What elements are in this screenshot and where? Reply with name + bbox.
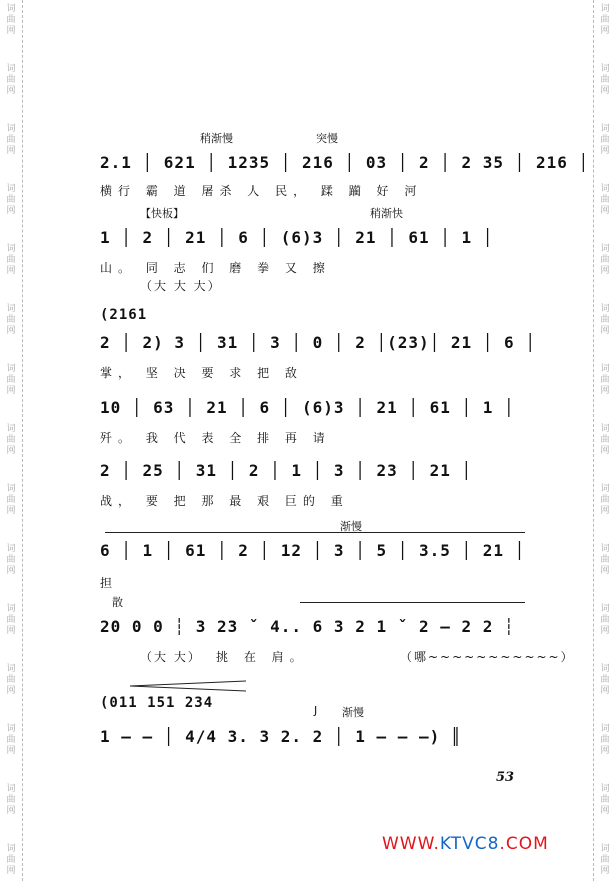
score-line-9: [100, 690, 530, 770]
notation-line: 2.1 │ 621 │ 1235 │ 216 │ 03 │ 2 │ 2 35 │ 216 │: [100, 153, 590, 172]
lyrics-line: 掌， 坚 决 要 求 把 敌: [100, 366, 303, 380]
watermark-text: 词 曲 网: [6, 4, 16, 36]
notation-line: 10 │ 63 │ 21 │ 6 │ (6)3 │ 21 │ 61 │ 1 │: [100, 398, 515, 417]
lyrics-line: 横行 霸 道 屠杀 人 民， 蹂 躏 好 河: [100, 184, 423, 198]
watermark-text: 词 曲 网: [600, 184, 610, 216]
watermark-text: 词 曲 网: [600, 784, 610, 816]
watermark-text: 词 曲 网: [600, 544, 610, 576]
watermark-text: 词 曲 网: [600, 844, 610, 876]
tempo-mark: 稍渐快: [370, 207, 403, 220]
watermark-text: 词 曲 网: [6, 364, 16, 396]
notation-line: 20 0 0 ┆ 3 23 ˇ 4.. 6 3 2 1 ˇ 2 — 2 2 ┆: [100, 617, 515, 636]
watermark-text: 词 曲 网: [600, 244, 610, 276]
lyrics-line: 战， 要 把 那 最 艰 巨的 重: [100, 494, 349, 508]
lyrics-subline: （哪~~~~~~~~~~~）: [400, 650, 575, 664]
watermark-text: 词 曲 网: [600, 664, 610, 696]
watermark-text: 词 曲 网: [6, 724, 16, 756]
notation-line: 1 │ 2 │ 21 │ 6 │ (6)3 │ 21 │ 61 │ 1 │: [100, 228, 494, 247]
site-url-middle: KTVC8: [439, 834, 500, 854]
watermark-text: 词 曲 网: [600, 424, 610, 456]
lyrics-subline: （大 大 大）: [140, 279, 222, 293]
watermark-text: 词 曲 网: [600, 484, 610, 516]
left-watermark-column: [0, 0, 22, 881]
lyrics-line: 挑 在 肩。: [216, 650, 308, 664]
tempo-mark: 渐慢: [340, 520, 362, 533]
lyrics-line: 担: [100, 576, 119, 590]
watermark-text: 词 曲 网: [6, 184, 16, 216]
section-mark: 【快板】: [140, 207, 184, 220]
watermark-text: 词 曲 网: [6, 484, 16, 516]
watermark-text: 词 曲 网: [6, 64, 16, 96]
score-line-2: [100, 205, 530, 295]
watermark-text: 词 曲 网: [6, 124, 16, 156]
score-line-5: [100, 395, 530, 455]
watermark-text: 词 曲 网: [6, 664, 16, 696]
watermark-text: 词 曲 网: [6, 784, 16, 816]
watermark-text: 词 曲 网: [600, 724, 610, 756]
tempo-mark: 散: [112, 596, 123, 609]
watermark-text: 词 曲 网: [600, 304, 610, 336]
watermark-text: 词 曲 网: [600, 364, 610, 396]
notation-line: 2 │ 25 │ 31 │ 2 │ 1 │ 3 │ 23 │ 21 │: [100, 461, 473, 480]
lyrics-line: 歼。 我 代 表 全 排 再 请: [100, 431, 331, 445]
page-number: 53: [496, 770, 515, 785]
score-line-7: [100, 518, 530, 588]
watermark-text: 词 曲 网: [600, 604, 610, 636]
lyrics-subline: （大 大）: [140, 650, 202, 664]
diminuendo-mark: [130, 677, 246, 689]
watermark-text: 词 曲 网: [6, 544, 16, 576]
score-line-3: [100, 302, 530, 326]
site-url-suffix: .COM: [499, 834, 549, 854]
tempo-mark: 稍渐慢: [200, 132, 233, 145]
watermark-text: 词 曲 网: [6, 304, 16, 336]
tempo-mark: J: [314, 704, 318, 717]
watermark-text: 词 曲 网: [6, 604, 16, 636]
watermark-text: 词 曲 网: [600, 4, 610, 36]
notation-line: (2161: [100, 307, 148, 323]
tempo-mark: 渐慢: [342, 706, 364, 719]
site-url-watermark: [382, 834, 549, 854]
notation-line: 1 — — │ 4/4 3. 3 2. 2 │ 1 — — —) ║: [100, 727, 462, 746]
score-line-1: [100, 130, 590, 200]
watermark-text: 词 曲 网: [6, 244, 16, 276]
tempo-mark: 突慢: [316, 132, 338, 145]
watermark-text: 词 曲 网: [6, 844, 16, 876]
watermark-text: 词 曲 网: [600, 64, 610, 96]
notation-upper-line: (011 151 234: [100, 695, 214, 711]
score-line-4: [100, 330, 536, 390]
lyrics-line: 山。 同 志 们 磨 拳 又 擦: [100, 261, 331, 275]
watermark-text: 词 曲 网: [600, 124, 610, 156]
watermark-text: 词 曲 网: [6, 424, 16, 456]
site-url-prefix: WWW.: [382, 834, 440, 854]
right-watermark-column: [594, 0, 616, 881]
notation-line: 6 │ 1 │ 61 │ 2 │ 12 │ 3 │ 5 │ 3.5 │ 21 │: [100, 541, 526, 560]
notation-line: 2 │ 2) 3 │ 31 │ 3 │ 0 │ 2 │(23)│ 21 │ 6 │: [100, 333, 536, 352]
score-line-6: [100, 458, 530, 518]
